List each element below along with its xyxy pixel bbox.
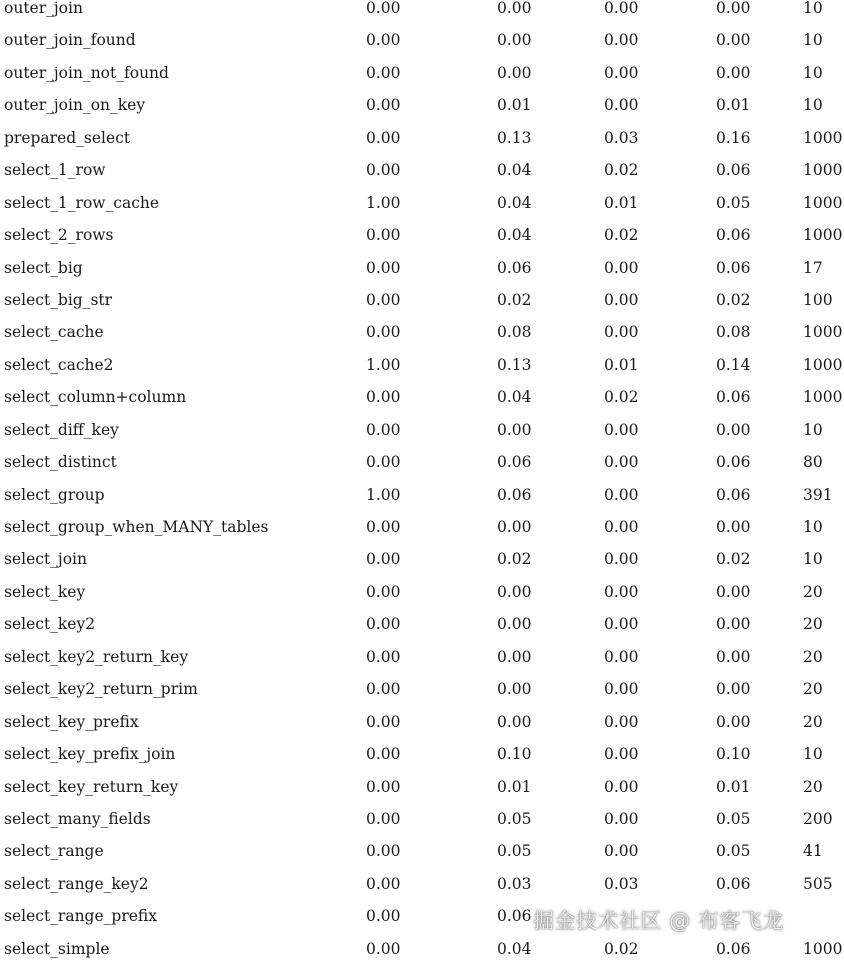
value-cell: 0.14 [716, 355, 751, 374]
table-row [0, 941, 844, 973]
value-cell: 0.00 [366, 63, 401, 82]
value-cell: 0.00 [366, 388, 401, 407]
value-cell: 0.00 [497, 63, 532, 82]
value-cell: 1000 [803, 388, 843, 407]
value-cell: 0.00 [604, 518, 639, 536]
value-cell: 0.04 [497, 161, 532, 180]
test-name-cell: select_join [4, 550, 87, 569]
value-cell: 0.00 [716, 420, 751, 439]
test-name-cell: outer_join [4, 0, 83, 17]
table-row [0, 843, 844, 875]
value-cell: 1.00 [366, 485, 401, 504]
value-cell: 1.00 [366, 193, 401, 212]
test-name-cell: outer_join_found [4, 31, 136, 50]
value-cell: 20 [803, 615, 823, 634]
value-cell: 0.05 [497, 809, 532, 828]
value-cell: 0.06 [716, 485, 751, 504]
table-row [0, 130, 844, 162]
value-cell: 0.00 [366, 290, 401, 309]
value-cell: 0.00 [497, 0, 532, 17]
watermark-text: 掘金技术社区 @ 布客飞龙 [533, 909, 784, 933]
value-cell: 80 [803, 453, 823, 472]
test-name-cell: prepared_select [4, 128, 131, 147]
table-row [0, 357, 844, 389]
value-cell: 0.02 [716, 290, 751, 309]
value-cell: 0.00 [604, 63, 639, 82]
value-cell: 0.00 [604, 485, 639, 504]
test-name-cell: select_1_row [4, 161, 106, 180]
table-row [0, 681, 844, 713]
value-cell: 10 [803, 96, 823, 115]
value-cell: 0.00 [497, 31, 532, 50]
value-cell: 0.10 [497, 745, 532, 764]
value-cell: 0.00 [716, 615, 751, 634]
value-cell: 10 [803, 745, 823, 764]
value-cell: 0.00 [604, 809, 639, 828]
value-cell: 0.03 [604, 874, 639, 893]
table-row [0, 65, 844, 97]
value-cell: 0.00 [366, 518, 401, 536]
test-name-cell: select_group [4, 485, 105, 504]
value-cell: 0.06 [716, 939, 751, 958]
value-cell: 1000 [803, 193, 843, 212]
value-cell: 0.00 [366, 615, 401, 634]
test-name-cell: select_range_prefix [4, 907, 157, 926]
value-cell: 0.00 [604, 258, 639, 277]
test-name-cell: select_simple [4, 939, 110, 958]
value-cell: 0.00 [497, 582, 532, 601]
value-cell: 0.00 [716, 518, 751, 536]
value-cell: 0.02 [497, 290, 532, 309]
test-name-cell: select_range_key2 [4, 874, 149, 893]
value-cell: 0.00 [366, 712, 401, 731]
table-row [0, 324, 844, 356]
value-cell: 0.06 [497, 907, 532, 926]
table-row [0, 260, 844, 292]
value-cell: 0.00 [497, 680, 532, 699]
value-cell: 0.00 [716, 712, 751, 731]
test-name-cell: select_key_prefix_join [4, 745, 176, 764]
value-cell: 0.08 [716, 323, 751, 342]
table-row [0, 0, 844, 32]
value-cell: 0.00 [366, 777, 401, 796]
value-cell: 0.00 [604, 842, 639, 861]
value-cell: 0.10 [716, 745, 751, 764]
value-cell: 20 [803, 647, 823, 666]
value-cell: 1.00 [366, 355, 401, 374]
value-cell: 0.00 [604, 777, 639, 796]
value-cell: 0.00 [366, 453, 401, 472]
value-cell: 10 [803, 420, 823, 439]
test-name-cell: select_key2_return_key [4, 647, 189, 666]
value-cell: 1000 [803, 323, 843, 342]
value-cell: 0.00 [497, 518, 532, 536]
value-cell: 10 [803, 31, 823, 50]
value-cell: 0.02 [497, 550, 532, 569]
value-cell: 0.00 [497, 647, 532, 666]
value-cell: 0.05 [716, 809, 751, 828]
value-cell: 0.06 [716, 388, 751, 407]
value-cell: 0.00 [366, 258, 401, 277]
value-cell: 0.02 [604, 226, 639, 245]
value-cell: 0.00 [366, 907, 401, 926]
value-cell: 0.05 [716, 842, 751, 861]
value-cell: 0.00 [366, 31, 401, 50]
value-cell: 0.00 [716, 647, 751, 666]
value-cell: 0.00 [366, 582, 401, 601]
table-row [0, 422, 844, 454]
value-cell: 0.06 [716, 874, 751, 893]
value-cell: 0.00 [604, 550, 639, 569]
value-cell: 0.00 [604, 290, 639, 309]
value-cell: 0.08 [497, 323, 532, 342]
value-cell: 0.00 [366, 809, 401, 828]
value-cell: 0.01 [604, 193, 639, 212]
table-row [0, 779, 844, 811]
value-cell: 0.00 [716, 582, 751, 601]
value-cell: 0.13 [497, 128, 532, 147]
value-cell: 0.02 [604, 161, 639, 180]
table-row [0, 32, 844, 64]
value-cell: 0.02 [604, 388, 639, 407]
value-cell: 0.06 [497, 485, 532, 504]
value-cell: 0.01 [497, 777, 532, 796]
table-row [0, 746, 844, 778]
test-name-cell: select_distinct [4, 453, 117, 472]
value-cell: 0.03 [604, 128, 639, 147]
test-name-cell: select_cache [4, 323, 104, 342]
value-cell: 1000 [803, 226, 843, 245]
value-cell: 0.00 [366, 161, 401, 180]
value-cell: 0.00 [604, 323, 639, 342]
value-cell: 0.06 [716, 226, 751, 245]
test-name-cell: select_key [4, 582, 86, 601]
test-name-cell: outer_join_not_found [4, 63, 169, 82]
value-cell: 0.05 [716, 193, 751, 212]
value-cell: 0.04 [497, 939, 532, 958]
value-cell: 0.06 [716, 258, 751, 277]
test-name-cell: outer_join_on_key [4, 96, 146, 115]
value-cell: 0.06 [716, 161, 751, 180]
test-name-cell: select_column+column [4, 388, 187, 407]
test-name-cell: select_2_rows [4, 226, 114, 245]
value-cell: 0.00 [366, 842, 401, 861]
value-cell: 0.00 [366, 680, 401, 699]
value-cell: 0.00 [497, 420, 532, 439]
table-row [0, 714, 844, 746]
table-row [0, 162, 844, 194]
table-row [0, 292, 844, 324]
test-name-cell: select_big [4, 258, 83, 277]
value-cell: 10 [803, 550, 823, 569]
value-cell: 200 [803, 809, 833, 828]
value-cell: 0.00 [604, 582, 639, 601]
value-cell: 41 [803, 842, 823, 861]
table-row [0, 551, 844, 583]
value-cell: 0.00 [366, 939, 401, 958]
test-name-cell: select_key_prefix [4, 712, 139, 731]
value-cell: 20 [803, 582, 823, 601]
value-cell: 20 [803, 777, 823, 796]
value-cell: 10 [803, 0, 823, 17]
value-cell: 0.02 [716, 550, 751, 569]
value-cell: 0.00 [604, 0, 639, 17]
value-cell: 0.00 [604, 453, 639, 472]
value-cell: 391 [803, 485, 833, 504]
value-cell: 0.06 [497, 258, 532, 277]
test-name-cell: select_cache2 [4, 355, 114, 374]
value-cell: 0.16 [716, 128, 751, 147]
value-cell: 0.00 [366, 550, 401, 569]
value-cell: 0.00 [366, 647, 401, 666]
value-cell: 0.00 [497, 712, 532, 731]
value-cell: 10 [803, 63, 823, 82]
value-cell: 0.03 [497, 874, 532, 893]
value-cell: 0.00 [497, 615, 532, 634]
value-cell: 0.00 [716, 31, 751, 50]
value-cell: 0.00 [716, 680, 751, 699]
value-cell: 0.00 [604, 680, 639, 699]
value-cell: 0.00 [604, 647, 639, 666]
table-row [0, 389, 844, 421]
value-cell: 0.00 [716, 0, 751, 17]
value-cell: 0.00 [366, 128, 401, 147]
test-name-cell: select_range [4, 842, 104, 861]
value-cell: 100 [803, 290, 833, 309]
table-row [0, 487, 844, 519]
value-cell: 0.01 [716, 96, 751, 115]
value-cell: 0.01 [497, 96, 532, 115]
value-cell: 0.06 [497, 453, 532, 472]
value-cell: 0.04 [497, 226, 532, 245]
value-cell: 0.00 [604, 96, 639, 115]
value-cell: 505 [803, 874, 833, 893]
value-cell: 1000 [803, 128, 843, 147]
table-row [0, 649, 844, 681]
value-cell: 17 [803, 258, 823, 277]
test-name-cell: select_key_return_key [4, 777, 179, 796]
table-row [0, 195, 844, 227]
value-cell: 0.00 [604, 31, 639, 50]
value-cell: 0.04 [497, 193, 532, 212]
value-cell: 0.00 [716, 63, 751, 82]
value-cell: 0.00 [366, 745, 401, 764]
table-row [0, 584, 844, 616]
value-cell: 1000 [803, 161, 843, 180]
value-cell: 0.00 [366, 323, 401, 342]
value-cell: 0.00 [604, 745, 639, 764]
test-name-cell: select_diff_key [4, 420, 119, 439]
test-name-cell: select_key2_return_prim [4, 680, 198, 699]
test-name-cell: select_key2 [4, 615, 96, 634]
value-cell: 0.00 [366, 0, 401, 17]
value-cell: 0.00 [366, 874, 401, 893]
value-cell: 0.02 [604, 939, 639, 958]
table-row [0, 616, 844, 648]
value-cell: 0.00 [604, 615, 639, 634]
value-cell: 0.00 [366, 420, 401, 439]
value-cell: 20 [803, 680, 823, 699]
test-name-cell: select_1_row_cache [4, 193, 160, 212]
table-row [0, 519, 844, 551]
value-cell: 0.00 [366, 96, 401, 115]
value-cell: 20 [803, 712, 823, 731]
test-name-cell: select_big_str [4, 290, 113, 309]
value-cell: 0.13 [497, 355, 532, 374]
value-cell: 0.06 [716, 453, 751, 472]
table-row [0, 811, 844, 843]
value-cell: 1000 [803, 355, 843, 374]
test-name-cell: select_group_when_MANY_tables [4, 518, 269, 536]
table-row [0, 876, 844, 908]
value-cell: 1000 [803, 939, 843, 958]
value-cell: 10 [803, 518, 823, 536]
table-row [0, 227, 844, 259]
table-row [0, 97, 844, 129]
value-cell: 0.00 [604, 420, 639, 439]
test-name-cell: select_many_fields [4, 809, 151, 828]
value-cell: 0.05 [497, 842, 532, 861]
value-cell: 0.04 [497, 388, 532, 407]
table-row [0, 454, 844, 486]
value-cell: 0.01 [716, 777, 751, 796]
value-cell: 0.00 [366, 226, 401, 245]
value-cell: 0.01 [604, 355, 639, 374]
value-cell: 0.00 [604, 712, 639, 731]
